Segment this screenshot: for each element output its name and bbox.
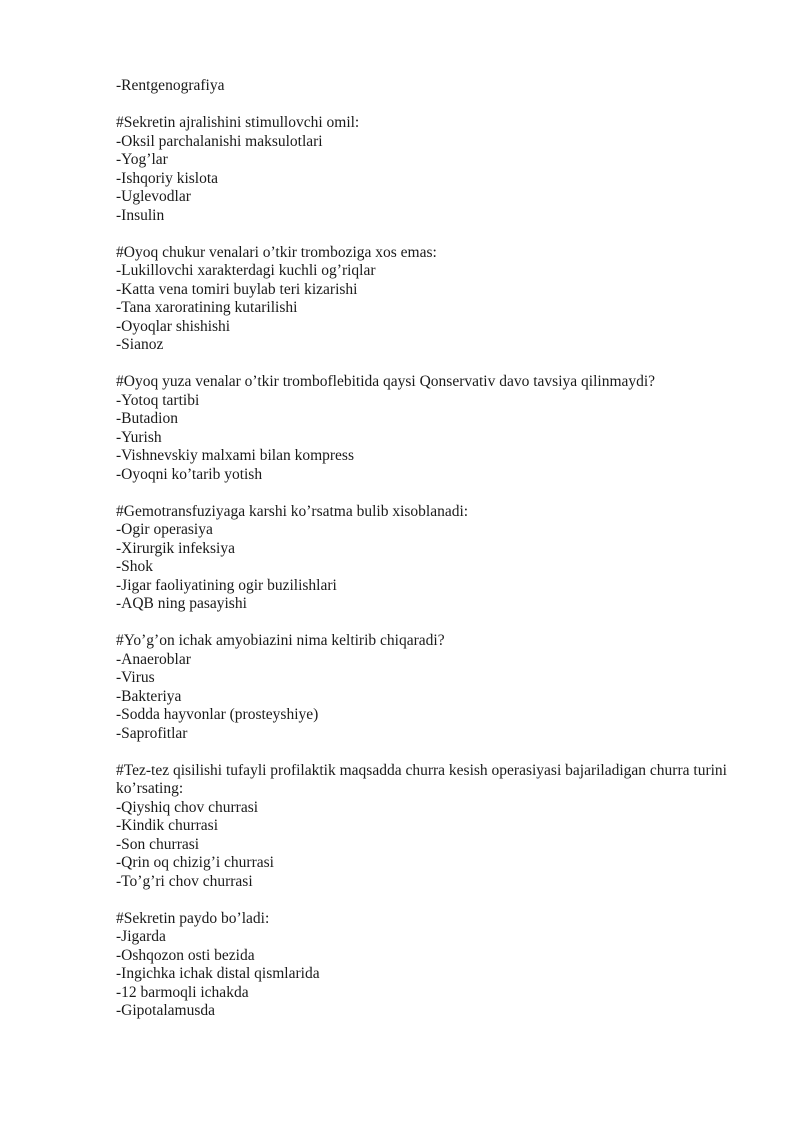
answer-option: -Lukillovchi xarakterdagi kuchli og’riqlar (116, 262, 376, 279)
answer-option: -Tana xaroratining kutarilishi (116, 299, 298, 316)
answer-option: -Jigar faoliyatining ogir buzilishlari (116, 576, 337, 594)
answer-option: -Xirurgik infeksiya (116, 539, 235, 557)
block-gap (116, 355, 736, 374)
block-gap (116, 614, 736, 633)
answer-option: -12 barmoqli ichakda (116, 983, 249, 1001)
answer-option: -Yog’lar (116, 151, 168, 168)
answer-option: -Son churrasi (116, 835, 200, 853)
answer-option: -Ingichka ichak distal qismlarida (116, 965, 320, 982)
question-text: #Oyoq chukur venalari o’tkir tromboziga xos emas: (116, 243, 437, 261)
answer-option: -Sodda hayvonlar (prosteyshiye) (116, 706, 319, 723)
answer-option: -To’g’ri chov churrasi (116, 872, 253, 890)
answer-option: -Butadion (116, 410, 178, 427)
answer-option: -Oyoqlar shishishi (116, 317, 231, 335)
answer-option: -Bakteriya (116, 687, 182, 705)
answer-option: -Qrin oq chizig’i churrasi (116, 854, 274, 871)
answer-option: -Sianoz (116, 336, 164, 353)
question-text: #Tez-tez qisilishi tufayli profilaktik maqsadda churra kesish operasiyasi bajariladigan churra turini ko’rsating: (116, 761, 727, 797)
answer-option: -Katta vena tomiri buylab teri kizarishi (116, 280, 358, 298)
answer-option: -AQB ning pasayishi (116, 595, 247, 612)
answer-option: -Gipotalamusda (116, 1002, 216, 1019)
answer-option: -Kindik churrasi (116, 817, 219, 834)
answer-option: -Oshqozon osti bezida (116, 946, 255, 964)
question-text: #Sekretin paydo bo’ladi: (116, 909, 270, 927)
question-block (116, 632, 736, 743)
question-block (116, 503, 736, 614)
answer-option: -Ogir operasiya (116, 521, 213, 538)
answer-option: -Oyoqni ko’tarib yotish (116, 465, 263, 483)
block-gap (116, 891, 736, 910)
question-block (116, 244, 736, 355)
question-block (116, 910, 736, 1021)
question-text: #Sekretin ajralishini stimullovchi omil: (116, 114, 360, 131)
question-block (116, 373, 736, 484)
answer-option: -Oksil parchalanishi maksulotlari (116, 132, 323, 150)
block-gap (116, 96, 736, 115)
intro-line: -Rentgenografiya (116, 77, 225, 94)
answer-option: -Saprofitlar (116, 724, 188, 742)
answer-option: -Uglevodlar (116, 188, 191, 205)
block-gap (116, 743, 736, 762)
question-text: #Oyoq yuza venalar o’tkir tromboflebitida qaysi Qonservativ davo tavsiya qilinmaydi? (116, 373, 656, 390)
document-page (116, 77, 736, 1021)
question-block (116, 762, 736, 892)
question-block (116, 114, 736, 225)
answer-option: -Insulin (116, 206, 165, 224)
answer-option: -Yotoq tartibi (116, 391, 200, 409)
question-text: #Gemotransfuziyaga karshi ko’rsatma bulib xisoblanadi: (116, 502, 469, 520)
block-gap (116, 484, 736, 503)
answer-option: -Qiyshiq chov churrasi (116, 798, 259, 816)
answer-option: -Yurish (116, 428, 162, 446)
block-gap (116, 225, 736, 244)
answer-option: -Ishqoriy kislota (116, 169, 219, 187)
answer-option: -Jigarda (116, 928, 166, 945)
answer-option: -Shok (116, 558, 154, 575)
question-text: #Yo’g’on ichak amyobiazini nima keltirib chiqaradi? (116, 632, 445, 649)
answer-option: -Anaeroblar (116, 650, 191, 668)
answer-option: -Virus (116, 669, 155, 686)
answer-option: -Vishnevskiy malxami bilan kompress (116, 447, 354, 464)
